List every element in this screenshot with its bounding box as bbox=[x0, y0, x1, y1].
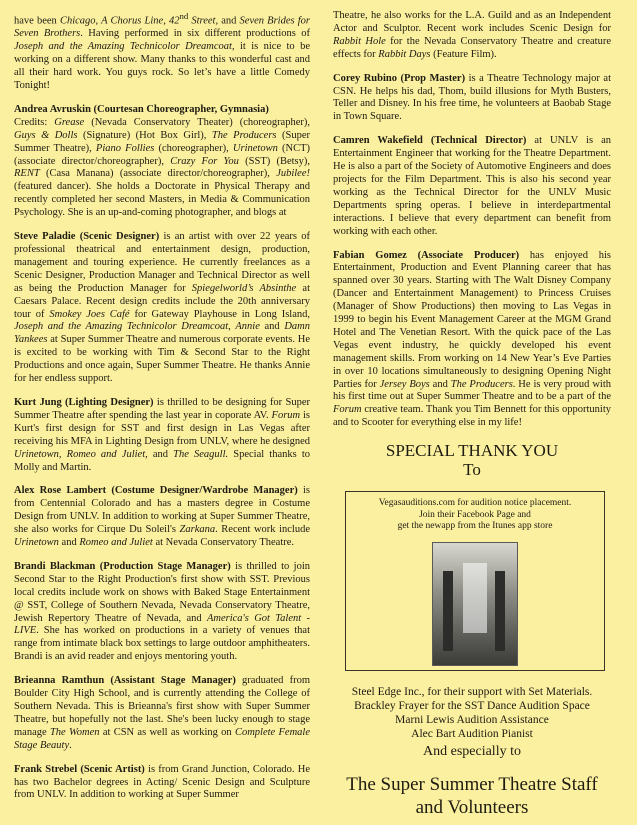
thank-you-list bbox=[333, 685, 611, 819]
credit-line: Steel Edge Inc., for their support with Set Materials. bbox=[351, 686, 593, 699]
credit-line: Brackley Frayer for the SST Dance Audition Space bbox=[354, 700, 590, 713]
bio-name: Kurt Jung (Lighting Designer) bbox=[14, 396, 154, 408]
bio-name: Frank Strebel (Scenic Artist) bbox=[14, 763, 145, 775]
bio-kurt: Kurt Jung (Lighting Designer) is thrilled to be designing for Super Summer Theatre after spending the last year in coporate AV. Forum is Kurt's first design for SST and first design in Las Vegas after receiving his MFA in Lighting Design from UNLV, where he designed Urinetown, Romeo and Juliet, and The Seagull. Special thanks to Molly and Martin. bbox=[14, 396, 310, 473]
bio-brandi: Brandi Blackman (Production Stage Manager) is thrilled to join Second Star to the Right Production's first show with SST. Previous local credits include work on shows with Baked Stage Entertainment @ SST, College of Southern Nevada, Nevada Conservatory Theatre, Jewish Repertory Theatre of Nevada, and America's Got Talent - LIVE. She has worked on productions in a variety of venues that range from intimate black box settings to large outdoor amphitheaters. Brandi is an avid reader and enjoys mentoring youth. bbox=[14, 560, 310, 663]
credit-line: Alec Bart Audition Pianist bbox=[411, 728, 533, 741]
bio-name: Camren Wakefield (Technical Director) bbox=[333, 135, 527, 147]
right-column bbox=[333, 10, 611, 819]
especially-line: And especially to bbox=[423, 744, 521, 760]
bio-frank-continued: Theatre, he also works for the L.A. Guild and as an Independent Actor and Sculptor. Recent work includes Scenic Design for Rabbit Hole for the Nevada Conservatory Theatre and creature effects for Rabbit Days (Feature Film). bbox=[333, 10, 611, 60]
bio-fabian: Fabian Gomez (Associate Producer) has enjoyed his Entertainment, Production and Event Planning career that has spanned over 30 years. Starting with The Walt Disney Company (Dancer and Entertainment Management) to Princess Cruises (Manager of Show Productions) then moving to Las Vegas in 1999 to begin his Event Management Career at the MGM Grand Hotel and The Venetian Resort. With the quick pace of the Las Vegas event industry, he quickly developed his event management skills. From working on 14 New Year’s Eve Parties in over 10 locations simultaneously to designing Opening Night Parties for Jersey Boys and The Producers. He is very proud with his first time out at Super Summer Theatre and to be a part of the Forum creative team. Thank you Tim Bennett for this opportunity and to Scooter for everything else in my life! bbox=[333, 249, 611, 429]
vegasauditions-ad: Vegasauditions.com for audition notice placement. Join their Facebook Page and get the newapp from the Itunes app store bbox=[345, 491, 605, 671]
staff-line: The Super Summer Theatre Staff and Volunteers bbox=[346, 774, 598, 819]
bio-alex: Alex Rose Lambert (Costume Designer/Wardrobe Manager) is from Centennial Colorado and has a masters degree in Costume Design from UNLV. In addition to working at Super Summer Theatre, she also works for Cirque Du Soleil's Zarkana. Recent work include Urinetown and Romeo and Juliet at Nevada Conservatory Theatre. bbox=[14, 485, 310, 549]
bio-name: Fabian Gomez (Associate Producer) bbox=[333, 249, 520, 261]
bio-name: Corey Rubino (Prop Master) bbox=[333, 72, 466, 84]
poster-image bbox=[432, 542, 518, 666]
bio-brieanna: Brieanna Ramthun (Assistant Stage Manager) graduated from Boulder City High School, and is currently attending the College of Southern Nevada. This is Brieanna's first show with Super Summer Theatre, but hopefully not the last. She's been lucky enough to stage manage The Women at CSN as well as working on Complete Female Stage Beauty. bbox=[14, 675, 311, 751]
bio-camren: Camren Wakefield (Technical Director) at UNLV is an Entertainment Engineer that working for the Theatre Department. He is also a part of the Society of Automotive Engineers and does projects for the Film Department. This is also his second year working as the Technical Director for the UNLV Music Departments spring operas. I believe in interdepartmental interactions. I believe that every department can benefit from working with each other. bbox=[333, 135, 611, 237]
bio-corey: Corey Rubino (Prop Master) is a Theatre Technology major at CSN. He helps his dad, Thom, build illusions for Myth Busters, Teller and Disney. In his free time, he volunteers at Baobab Stage in Town Square. bbox=[333, 72, 611, 123]
special-thanks-heading: SPECIAL THANK YOU To bbox=[385, 441, 559, 480]
bio-frank: Frank Strebel (Scenic Artist) is from Grand Junction, Colorado. He has two Bachelor degrees in Acting/ Scenic Design and Sculpture from UNLV. In addition to working at Super Summer bbox=[14, 763, 310, 801]
bio-name: Alex Rose Lambert (Costume Designer/Wardrobe Manager) bbox=[14, 485, 298, 497]
bio-name: Brandi Blackman (Production Stage Manager) bbox=[14, 560, 231, 572]
bio-steve: Steve Paladie (Scenic Designer) is an artist with over 22 years of professional theatrical and entertainment design, production, management and touring experience. He currently freelances as a Scenic Designer, Production Manager and Technical Director as well as being the Production Manager for Spiegelworld’s Absinthe at Caesars Palace. Recent design credits include the 20th anniversary tour of Smokey Joes Café for Gateway Playhouse in Long Island, Joseph and the Amazing Technicolor Dreamcoat, Annie and Damn Yankees at Super Summer Theatre and numerous corporate events. He is excited to be working with Tim & Second Star to the Right Productions and once again, Super Summer Theatre. He thanks Annie for her endless support. bbox=[14, 231, 310, 385]
bio-name: Brieanna Ramthun (Assistant Stage Manager) bbox=[14, 675, 236, 687]
bio-name: Andrea Avruskin (Courtesan Choreographer, Gymnasia) bbox=[14, 103, 269, 115]
intro-paragraph: have been Chicago, A Chorus Line, 42nd Street, and Seven Brides for Seven Brothers. Having performed in six different productions of Joseph and the Amazing Technicolor Dreamcoat, it is nice to be working on a different show. Many thanks to this wonderful cast and all their hard work. You guys rock. So let’s have a little Comedy Tonight! bbox=[14, 11, 311, 92]
bio-andrea: Andrea Avruskin (Courtesan Choreographer, Gymnasia) Credits: Grease (Nevada Conservatory Theater) (choreographer), Guys & Dolls (Signature) (Hot Box Girl), The Producers (Super Summer Theatre), Piano Follies (choreographer), Urinetown (NCT) (associate director/choreographer), Crazy For You (SST) (Betsy), RENT (Casa Manana) (associate director/choreographer), Jubilee! (featured dancer). She holds a Doctorate in Physical Therapy and recently completed her second Masters, in Media & Communication Psychology. She is an up-and-coming photographer, and blogs at bbox=[14, 103, 311, 219]
bio-name: Steve Paladie (Scenic Designer) bbox=[14, 231, 160, 243]
credit-line: Marni Lewis Audition Assistance bbox=[395, 714, 549, 727]
left-column bbox=[14, 10, 310, 813]
